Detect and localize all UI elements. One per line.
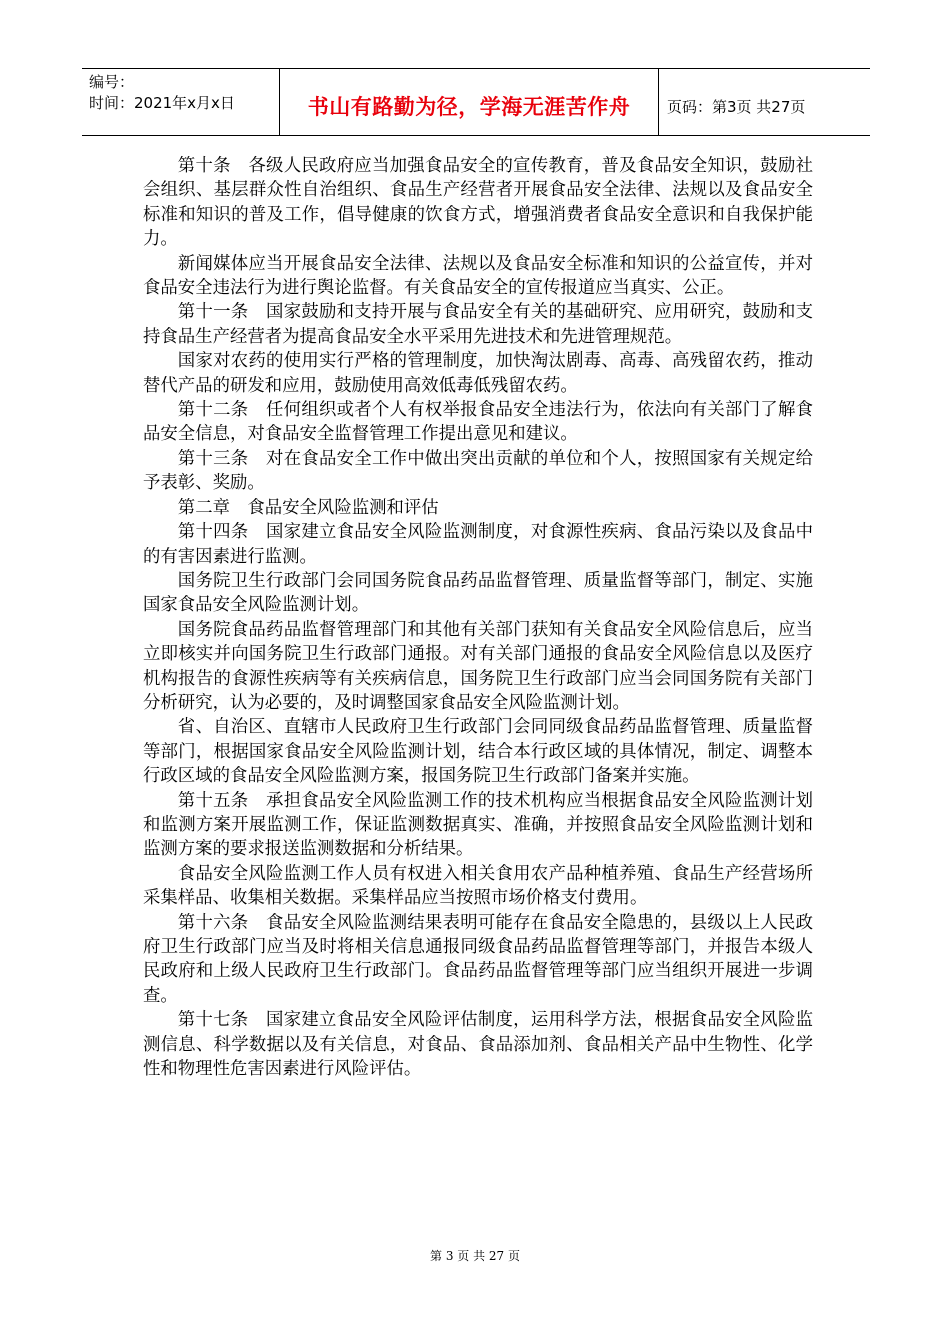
paragraph: 第十二条 任何组织或者个人有权举报食品安全违法行为，依法向有关部门了解食品安全信息，对食品安全监督管理工作提出意见和建议。	[143, 400, 813, 445]
header-meta	[82, 69, 280, 135]
paragraph: 第十一条 国家鼓励和支持开展与食品安全有关的基础研究、应用研究，鼓励和支持食品生产经营者为提高食品安全水平采用先进技术和先进管理规范。	[143, 302, 813, 347]
paragraph: 国家对农药的使用实行严格的管理制度，加快淘汰剧毒、高毒、高残留农药，推动替代产品的研发和应用，鼓励使用高效低毒低残留农药。	[143, 351, 813, 396]
header-motto: 书山有路勤为径，学海无涯苦作舟	[280, 69, 659, 135]
paragraph: 省、自治区、直辖市人民政府卫生行政部门会同同级食品药品监督管理、质量监督等部门，根据国家食品安全风险监测计划，结合本行政区域的具体情况，制定、调整本行政区域的食品安全风险监测方案，报国务院卫生行政部门备案并实施。	[143, 717, 813, 787]
document-date-label: 时间：2021年x月x日	[89, 94, 235, 112]
paragraph: 第十三条 对在食品安全工作中做出突出贡献的单位和个人，按照国家有关规定给予表彰、奖励。	[143, 448, 813, 494]
chapter-heading: 第二章 食品安全风险监测和评估	[177, 497, 439, 518]
paragraph: 国务院食品药品监督管理部门和其他有关部门获知有关食品安全风险信息后，应当立即核实并向国务院卫生行政部门通报。对有关部门通报的食品安全风险信息以及医疗机构报告的食源性疾病等有关疾病信息，国务院卫生行政部门应当会同国务院有关部门分析研究，认为必要的，及时调整国家食品安全风险监测计划。	[143, 619, 813, 713]
paragraph: 第十七条 国家建立食品安全风险评估制度，运用科学方法，根据食品安全风险监测信息、科学数据以及有关信息，对食品、食品添加剂、食品相关产品中生物性、化学性和物理性危害因素进行风险评估。	[143, 1010, 813, 1080]
paragraph: 新闻媒体应当开展食品安全法律、法规以及食品安全标准和知识的公益宣传，并对食品安全违法行为进行舆论监督。有关食品安全的宣传报道应当真实、公正。	[143, 253, 813, 299]
header-page-info: 页码：第3页 共27页	[667, 97, 806, 116]
page-header	[82, 68, 870, 136]
document-number-label: 编号：	[89, 73, 135, 91]
paragraph: 食品安全风险监测工作人员有权进入相关食用农产品种植养殖、食品生产经营场所采集样品、收集相关数据。采集样品应当按照市场价格支付费用。	[143, 863, 813, 909]
paragraph: 第十六条 食品安全风险监测结果表明可能存在食品安全隐患的，县级以上人民政府卫生行政部门应当及时将相关信息通报同级食品药品监督管理等部门，并报告本级人民政府和上级人民政府卫生行政部门。食品药品监督管理等部门应当组织开展进一步调查。	[143, 912, 813, 1006]
page-footer: 第 3 页 共 27 页	[430, 1249, 520, 1263]
paragraph: 第十五条 承担食品安全风险监测工作的技术机构应当根据食品安全风险监测计划和监测方案开展监测工作，保证监测数据真实、准确，并按照食品安全风险监测计划和监测方案的要求报送监测数据和分析结果。	[143, 790, 813, 860]
paragraph: 第十四条 国家建立食品安全风险监测制度，对食源性疾病、食品污染以及食品中的有害因素进行监测。	[143, 522, 813, 567]
document-body	[143, 154, 813, 1081]
paragraph: 国务院卫生行政部门会同国务院食品药品监督管理、质量监督等部门，制定、实施国家食品安全风险监测计划。	[143, 570, 813, 616]
paragraph: 第十条 各级人民政府应当加强食品安全的宣传教育，普及食品安全知识，鼓励社会组织、基层群众性自治组织、食品生产经营者开展食品安全法律、法规以及食品安全标准和知识的普及工作，倡导健康的饮食方式，增强消费者食品安全意识和自我保护能力。	[143, 156, 813, 250]
